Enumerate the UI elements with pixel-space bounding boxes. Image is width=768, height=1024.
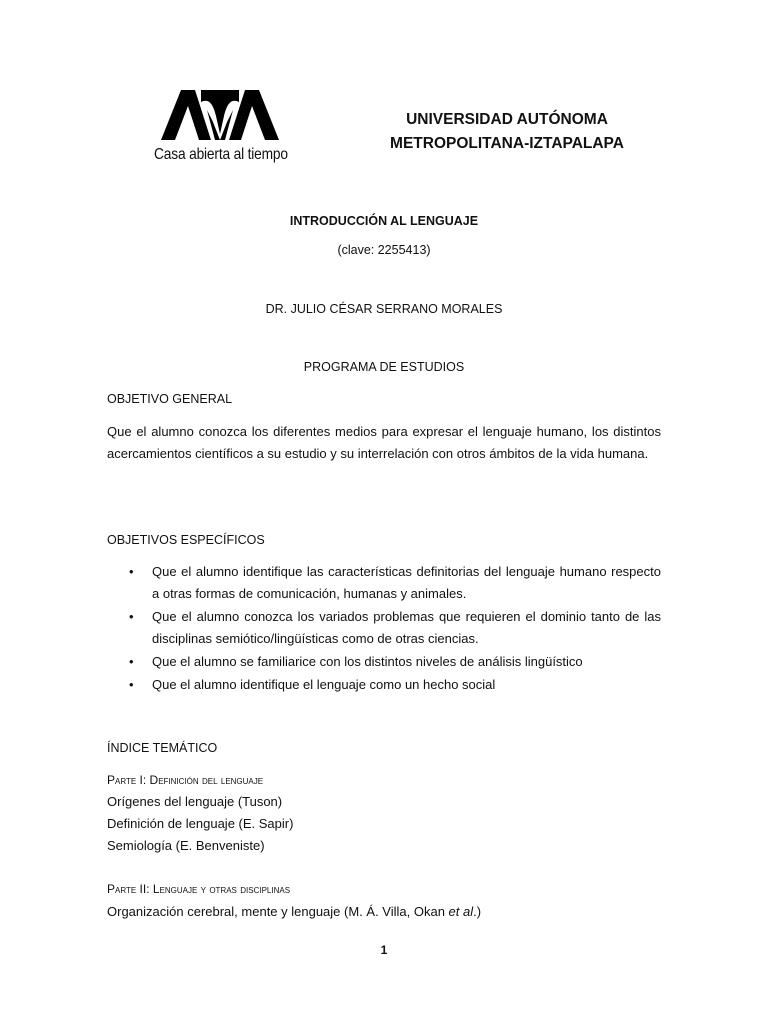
university-line-1: UNIVERSIDAD AUTÓNOMA [406, 111, 608, 128]
logo-tagline: Casa abierta al tiempo [154, 146, 288, 163]
bullet-icon: • [129, 654, 134, 669]
course-code: (clave: 2255413) [337, 243, 431, 257]
uam-logo [152, 88, 292, 170]
specific-objectives-list [107, 561, 661, 697]
topic-item: Definición de lenguaje (E. Sapir) [107, 816, 294, 831]
course-title: INTRODUCCIÓN AL LENGUAJE [289, 214, 479, 228]
part-1-heading [107, 773, 263, 787]
general-objective-text: Que el alumno conozca los diferentes medios para expresar el lenguaje humano, los distintos acercamientos científicos a su estudio y su interrelación con otros ámbitos de la vida humana. [107, 424, 661, 461]
topic-item: Semiología (E. Benveniste) [107, 838, 265, 853]
part-2-label: Parte II: [107, 882, 153, 896]
list-item: • Que el alumno se familiarice con los distintos niveles de análisis lingüístico [107, 651, 661, 673]
program-title: PROGRAMA DE ESTUDIOS [303, 360, 465, 374]
part-1-topics [107, 791, 293, 857]
part-1-title: Definición del lenguaje [149, 773, 264, 787]
professor-name: DR. JULIO CÉSAR SERRANO MORALES [265, 302, 503, 316]
part-1-label: Parte I: [107, 773, 150, 787]
index-heading: ÍNDICE TEMÁTICO [107, 741, 218, 755]
part-2-heading [107, 882, 290, 896]
part-2-topics [107, 901, 481, 923]
topic-item: Orígenes del lenguaje (Tuson) [107, 794, 283, 809]
general-objective-heading: OBJETIVO GENERAL [107, 392, 233, 406]
topic-item: Organización cerebral, mente y lenguaje (M. Á. Villa, Okan et al.) [107, 904, 482, 919]
list-item: • Que el alumno identifique las características definitorias del lenguaje humano respecto a otras formas de comunicación, humanas y animales. [107, 561, 661, 605]
bullet-icon: • [129, 564, 134, 579]
specific-objectives-heading: OBJETIVOS ESPECÍFICOS [107, 533, 265, 547]
university-line-2: METROPOLITANA-IZTAPALAPA [390, 135, 624, 152]
bullet-icon: • [129, 677, 134, 692]
bullet-icon: • [129, 609, 134, 624]
page-number: 1 [380, 943, 388, 957]
list-item: • Que el alumno conozca los variados problemas que requieren el dominio tanto de las disciplinas semiótico/lingüísticas como de otras ciencias. [107, 606, 661, 650]
list-item: • Que el alumno identifique el lenguaje como un hecho social [107, 674, 661, 696]
uam-logo-mark-icon [161, 88, 279, 142]
part-2-title: Lenguaje y otras disciplinas [152, 882, 291, 896]
university-name [380, 108, 634, 156]
